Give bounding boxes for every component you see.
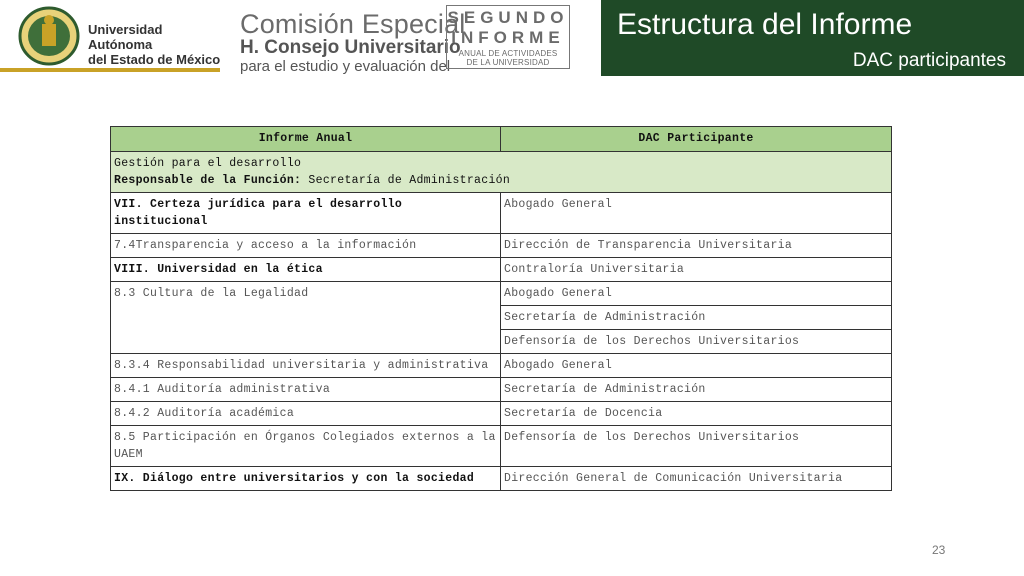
section-value: Secretaría de Administración bbox=[301, 174, 511, 187]
row-dac-cell: Secretaría de Docencia bbox=[501, 402, 892, 426]
comision-logo bbox=[240, 10, 466, 75]
gold-divider bbox=[0, 68, 220, 72]
section-title: Gestión para el desarrollo bbox=[114, 157, 302, 170]
slide-header bbox=[0, 0, 1024, 76]
row-dac-cell: Contraloría Universitaria bbox=[501, 258, 892, 282]
table-row bbox=[111, 258, 892, 282]
section-label: Responsable de la Función: bbox=[114, 174, 302, 187]
row-informe-cell: VII. Certeza jurídica para el desarrollo institucional bbox=[111, 193, 501, 234]
row-dac-cell: Abogado General bbox=[501, 193, 892, 234]
row-dac-cell: Defensoría de los Derechos Universitarios bbox=[501, 330, 892, 354]
table-row bbox=[111, 426, 892, 467]
university-name-line1: Universidad Autónoma bbox=[88, 22, 163, 52]
row-dac-cell: Secretaría de Administración bbox=[501, 306, 892, 330]
row-dac-cell: Abogado General bbox=[501, 354, 892, 378]
table-row bbox=[111, 378, 892, 402]
row-informe-cell: IX. Diálogo entre universitarios y con la sociedad bbox=[111, 467, 501, 491]
row-dac-cell: Secretaría de Administración bbox=[501, 378, 892, 402]
dac-table bbox=[110, 126, 892, 491]
row-informe-cell: 7.4Transparencia y acceso a la información bbox=[111, 234, 501, 258]
table-row bbox=[111, 282, 892, 306]
segundo-informe-logo bbox=[446, 5, 570, 69]
row-dac-cell: Abogado General bbox=[501, 282, 892, 306]
row-dac-cell: Dirección General de Comunicación Universitaria bbox=[501, 467, 892, 491]
uaem-shield-icon bbox=[18, 6, 80, 66]
column-header-informe: Informe Anual bbox=[111, 127, 501, 152]
segundo-line2: INFORME bbox=[451, 28, 565, 47]
row-informe-cell: 8.4.2 Auditoría académica bbox=[111, 402, 501, 426]
table-row bbox=[111, 402, 892, 426]
table-row bbox=[111, 467, 892, 491]
university-name bbox=[88, 22, 222, 67]
university-name-line2: del Estado de México bbox=[88, 52, 221, 67]
table-row bbox=[111, 354, 892, 378]
row-informe-cell: VIII. Universidad en la ética bbox=[111, 258, 501, 282]
comision-subtitle: H. Consejo Universitario bbox=[240, 37, 461, 58]
comision-subtitle2: para el estudio y evaluación del bbox=[240, 58, 451, 75]
slide-title: Estructura del Informe bbox=[617, 8, 913, 41]
table-header-row bbox=[111, 127, 892, 152]
section-responsible bbox=[114, 172, 888, 189]
comision-title: Comisión Especial bbox=[240, 9, 466, 39]
section-cell bbox=[111, 152, 892, 193]
segundo-line4: DE LA UNIVERSIDAD bbox=[466, 58, 550, 67]
table-row bbox=[111, 234, 892, 258]
segundo-line1: SEGUNDO bbox=[447, 8, 569, 27]
table-row bbox=[111, 193, 892, 234]
slide-subtitle: DAC participantes bbox=[852, 50, 1006, 71]
section-row bbox=[111, 152, 892, 193]
column-header-dac: DAC Participante bbox=[501, 127, 892, 152]
uaem-logo bbox=[12, 6, 222, 68]
segundo-line3: ANUAL DE ACTIVIDADES bbox=[458, 49, 558, 58]
row-informe-cell: 8.5 Participación en Órganos Colegiados externos a la UAEM bbox=[111, 426, 501, 467]
page-number: 23 bbox=[932, 543, 946, 557]
row-dac-cell: Dirección de Transparencia Universitaria bbox=[501, 234, 892, 258]
row-informe-cell: 8.3 Cultura de la Legalidad bbox=[111, 282, 501, 354]
row-informe-cell: 8.4.1 Auditoría administrativa bbox=[111, 378, 501, 402]
row-informe-cell: 8.3.4 Responsabilidad universitaria y administrativa bbox=[111, 354, 501, 378]
row-dac-cell: Defensoría de los Derechos Universitarios bbox=[501, 426, 892, 467]
